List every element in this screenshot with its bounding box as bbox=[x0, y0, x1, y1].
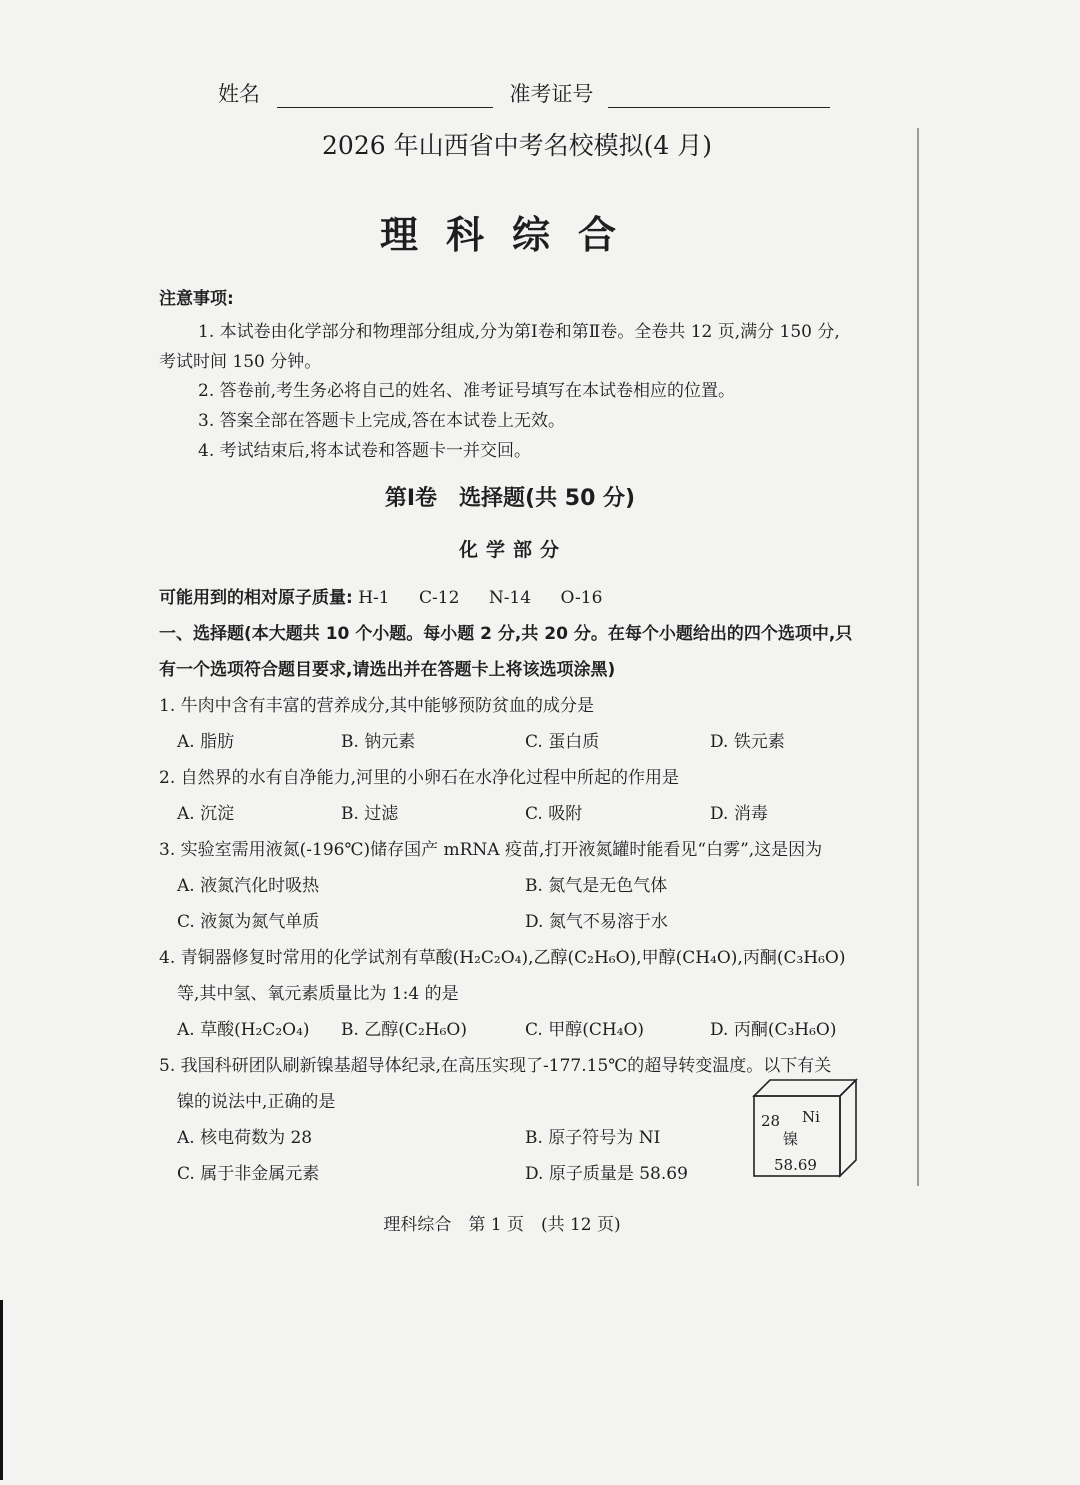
question-option: C. 液氮为氮气单质 bbox=[177, 912, 320, 932]
name-label: 姓名 bbox=[218, 82, 260, 106]
atomic-mass-value: N-14 bbox=[488, 588, 532, 608]
right-margin-line bbox=[917, 128, 919, 1186]
question-option: C. 属于非金属元素 bbox=[177, 1164, 320, 1184]
part-title: 化学部分 bbox=[458, 539, 567, 561]
question-option: A. 草酸(H₂C₂O₄) bbox=[177, 1020, 310, 1040]
notice-item: 3. 答案全部在答题卡上完成,答在本试卷上无效。 bbox=[198, 411, 566, 431]
exam-title: 2026 年山西省中考名校模拟(4 月) bbox=[322, 131, 712, 160]
candidate-info-row bbox=[218, 78, 830, 108]
atomic-mass-value: C-12 bbox=[419, 588, 460, 608]
instruction-line: 有一个选项符合题目要求,请选出并在答题卡上将该选项涂黑) bbox=[159, 660, 616, 680]
notice-item: 1. 本试卷由化学部分和物理部分组成,分为第Ⅰ卷和第Ⅱ卷。全卷共 12 页,满分 150 分, bbox=[198, 322, 840, 342]
question-stem: 4. 青铜器修复时常用的化学试剂有草酸(H₂C₂O₄),乙醇(C₂H₆O),甲醇(CH₄O),丙酮(C₃H₆O) bbox=[159, 948, 846, 968]
question-stem: 1. 牛肉中含有丰富的营养成分,其中能够预防贫血的成分是 bbox=[159, 696, 595, 716]
question-stem: 3. 实验室需用液氮(-196℃)储存国产 mRNA 疫苗,打开液氮罐时能看见“白雾”,这是因为 bbox=[159, 840, 823, 860]
name-blank bbox=[277, 85, 493, 108]
element-mass: 58.69 bbox=[774, 1156, 817, 1174]
question-option: C. 甲醇(CH₄O) bbox=[525, 1020, 645, 1040]
instruction-line: 一、选择题(本大题共 10 个小题。每小题 2 分,共 20 分。在每个小题给出的四个选项中,只 bbox=[159, 624, 853, 644]
notice-item: 考试时间 150 分钟。 bbox=[159, 352, 322, 372]
atomic-mass-value: H-1 bbox=[358, 588, 390, 608]
question-option: D. 丙酮(C₃H₆O) bbox=[710, 1020, 837, 1040]
question-option: D. 氮气不易溶于水 bbox=[525, 912, 668, 932]
question-option: C. 吸附 bbox=[525, 804, 583, 824]
question-option: B. 原子符号为 NI bbox=[525, 1128, 661, 1148]
question-option: A. 脂肪 bbox=[177, 732, 235, 752]
notice-item: 4. 考试结束后,将本试卷和答题卡一并交回。 bbox=[198, 441, 532, 461]
question-option: B. 钠元素 bbox=[341, 732, 416, 752]
atomic-mass-line bbox=[159, 583, 626, 608]
question-option: D. 原子质量是 58.69 bbox=[525, 1164, 688, 1184]
section-title: 第Ⅰ卷 选择题(共 50 分) bbox=[384, 486, 636, 511]
element-atomic-number: 28 bbox=[761, 1112, 781, 1130]
question-option: D. 消毒 bbox=[710, 804, 768, 824]
question-option: A. 核电荷数为 28 bbox=[177, 1128, 313, 1148]
question-option: A. 液氮汽化时吸热 bbox=[177, 876, 320, 896]
notice-title: 注意事项: bbox=[159, 289, 234, 309]
question-option: C. 蛋白质 bbox=[525, 732, 600, 752]
scan-edge-mark bbox=[0, 1300, 3, 1480]
question-stem: 镍的说法中,正确的是 bbox=[177, 1092, 336, 1112]
question-option: B. 乙醇(C₂H₆O) bbox=[341, 1020, 467, 1040]
question-option: D. 铁元素 bbox=[710, 732, 785, 752]
exam-id-blank bbox=[608, 85, 830, 108]
question-option: B. 氮气是无色气体 bbox=[525, 876, 668, 896]
question-option: B. 过滤 bbox=[341, 804, 399, 824]
page-footer: 理科综合 第 1 页 (共 12 页) bbox=[383, 1215, 621, 1235]
notice-item: 2. 答卷前,考生务必将自己的姓名、准考证号填写在本试卷相应的位置。 bbox=[198, 381, 736, 401]
subject-title: 理科综合 bbox=[379, 213, 644, 257]
atomic-mass-value: O-16 bbox=[560, 588, 603, 608]
question-stem: 5. 我国科研团队刷新镍基超导体纪录,在高压实现了-177.15℃的超导转变温度。以下有关 bbox=[159, 1056, 832, 1076]
exam-id-label: 准考证号 bbox=[509, 82, 594, 106]
atomic-mass-label: 可能用到的相对原子质量: bbox=[159, 588, 353, 608]
question-stem: 2. 自然界的水有自净能力,河里的小卵石在水净化过程中所起的作用是 bbox=[159, 768, 680, 788]
question-option: A. 沉淀 bbox=[177, 804, 235, 824]
element-name: 镍 bbox=[783, 1130, 799, 1148]
element-symbol: Ni bbox=[802, 1108, 820, 1126]
question-stem: 等,其中氢、氧元素质量比为 1:4 的是 bbox=[177, 984, 459, 1004]
